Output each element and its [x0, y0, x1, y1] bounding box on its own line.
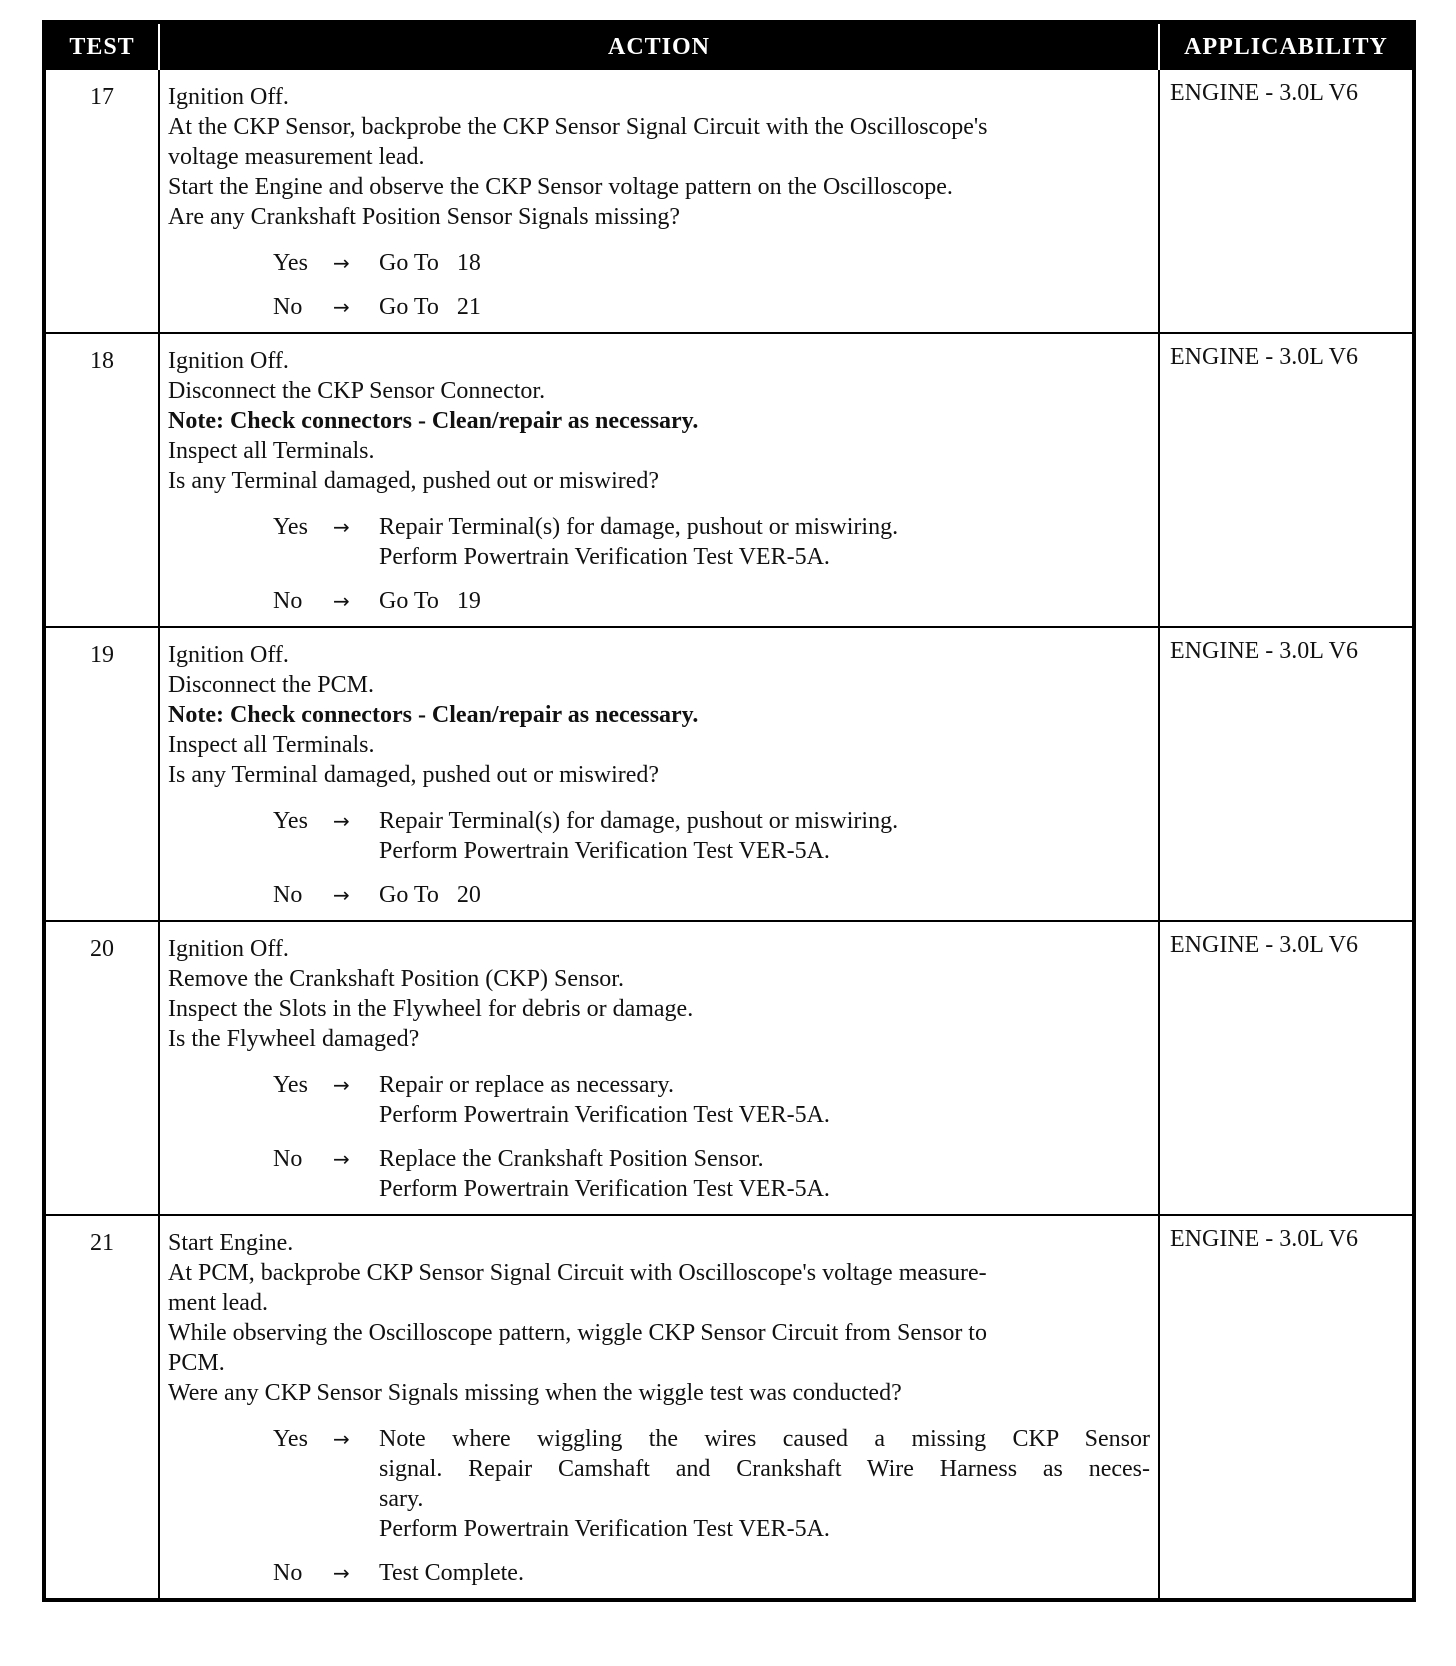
answer-text [379, 806, 1150, 866]
answer-line: Test Complete. [379, 1560, 524, 1586]
yes-answer [168, 248, 1150, 278]
answer-line: Perform Powertrain Verification Test VER-5A. [379, 1516, 830, 1542]
action-line: Is any Terminal damaged, pushed out or miswired? [168, 468, 660, 494]
answer-line: Perform Powertrain Verification Test VER-5A. [379, 1176, 830, 1202]
no-answer [168, 880, 1150, 910]
answer-line: Note where wiggling the wires caused a missing CKP Sensor [379, 1426, 1150, 1452]
action-line: Ignition Off. [168, 936, 289, 962]
action-line: Disconnect the PCM. [168, 672, 374, 698]
goto-label: Go To [379, 882, 439, 908]
header-applicability: APPLICABILITY [1159, 22, 1414, 69]
action-line: Is any Terminal damaged, pushed out or miswired? [168, 762, 660, 788]
answer-text [379, 880, 1150, 910]
action-note: Note: Check connectors - Clean/repair as necessary. [168, 408, 699, 434]
table-row [44, 69, 1414, 333]
action-line: Inspect all Terminals. [168, 438, 375, 464]
no-answer [168, 292, 1150, 322]
answer-label: No [273, 882, 303, 908]
answer-label: No [273, 1146, 303, 1172]
no-answer [168, 1144, 1150, 1204]
action-line: At the CKP Sensor, backprobe the CKP Sensor Signal Circuit with the Oscilloscope's [168, 114, 988, 140]
goto-test-number: 20 [456, 882, 481, 908]
table-row [44, 333, 1414, 627]
goto-test-number: 18 [456, 250, 481, 276]
right-arrow-icon: → [333, 1561, 350, 1585]
answer-text [379, 512, 1150, 572]
test-number: 19 [44, 627, 159, 921]
answer-line: Repair Terminal(s) for damage, pushout or miswiring. [379, 514, 899, 540]
right-arrow-icon: → [333, 1427, 350, 1451]
action-cell [159, 1215, 1159, 1600]
answer-label: Yes [273, 808, 308, 834]
action-line: Remove the Crankshaft Position (CKP) Sensor. [168, 966, 624, 992]
action-cell [159, 69, 1159, 333]
test-number: 18 [44, 333, 159, 627]
answer-text [379, 248, 1150, 278]
test-number: 17 [44, 69, 159, 333]
no-answer [168, 1558, 1150, 1588]
right-arrow-icon: → [333, 295, 350, 319]
diagnostic-table [42, 20, 1416, 1602]
answers-block [168, 1424, 1150, 1588]
right-arrow-icon: → [333, 589, 350, 613]
answer-text [379, 292, 1150, 322]
answer-line: Perform Powertrain Verification Test VER-5A. [379, 544, 830, 570]
answer-text [379, 586, 1150, 616]
action-line: Start the Engine and observe the CKP Sensor voltage pattern on the Oscilloscope. [168, 174, 953, 200]
action-line: Inspect the Slots in the Flywheel for debris or damage. [168, 996, 694, 1022]
action-line: voltage measurement lead. [168, 144, 425, 170]
applicability-cell: ENGINE - 3.0L V6 [1159, 921, 1414, 1215]
right-arrow-icon: → [333, 883, 350, 907]
table-body [44, 69, 1414, 1600]
header-test: TEST [44, 22, 159, 69]
action-line: Inspect all Terminals. [168, 732, 375, 758]
action-line: While observing the Oscilloscope pattern, wiggle CKP Sensor Circuit from Sensor to [168, 1320, 987, 1346]
answer-label: Yes [273, 1072, 308, 1098]
goto-label: Go To [379, 250, 439, 276]
yes-answer [168, 1424, 1150, 1544]
action-line: Ignition Off. [168, 348, 289, 374]
answer-line: Repair or replace as necessary. [379, 1072, 674, 1098]
table-row [44, 1215, 1414, 1600]
table-row [44, 627, 1414, 921]
goto-test-number: 21 [456, 294, 481, 320]
goto-label: Go To [379, 294, 439, 320]
right-arrow-icon: → [333, 515, 350, 539]
test-number: 21 [44, 1215, 159, 1600]
goto-test-number: 19 [456, 588, 481, 614]
action-cell [159, 333, 1159, 627]
applicability-cell: ENGINE - 3.0L V6 [1159, 627, 1414, 921]
answer-text [379, 1070, 1150, 1130]
right-arrow-icon: → [333, 251, 350, 275]
action-cell [159, 627, 1159, 921]
right-arrow-icon: → [333, 1073, 350, 1097]
goto-label: Go To [379, 588, 439, 614]
answer-label: Yes [273, 514, 308, 540]
answer-label: Yes [273, 1426, 308, 1452]
test-number: 20 [44, 921, 159, 1215]
action-line: Are any Crankshaft Position Sensor Signals missing? [168, 204, 680, 230]
answer-line: Perform Powertrain Verification Test VER-5A. [379, 1102, 830, 1128]
table-row [44, 921, 1414, 1215]
action-line: Is the Flywheel damaged? [168, 1026, 420, 1052]
answers-block [168, 512, 1150, 616]
action-line: ment lead. [168, 1290, 268, 1316]
answer-label: Yes [273, 250, 308, 276]
answer-text [379, 1144, 1150, 1204]
answer-label: No [273, 294, 303, 320]
answers-block [168, 248, 1150, 322]
applicability-cell: ENGINE - 3.0L V6 [1159, 1215, 1414, 1600]
answer-line: Perform Powertrain Verification Test VER-5A. [379, 838, 830, 864]
action-line: Disconnect the CKP Sensor Connector. [168, 378, 546, 404]
action-line: PCM. [168, 1350, 225, 1376]
answer-text [379, 1558, 1150, 1588]
right-arrow-icon: → [333, 1147, 350, 1171]
applicability-cell: ENGINE - 3.0L V6 [1159, 333, 1414, 627]
right-arrow-icon: → [333, 809, 350, 833]
answer-text [379, 1424, 1150, 1544]
answers-block [168, 806, 1150, 910]
action-cell [159, 921, 1159, 1215]
answer-label: No [273, 588, 303, 614]
answer-line: sary. [379, 1486, 424, 1512]
action-line: At PCM, backprobe CKP Sensor Signal Circuit with Oscilloscope's voltage measure- [168, 1260, 987, 1286]
applicability-cell: ENGINE - 3.0L V6 [1159, 69, 1414, 333]
table-header [44, 22, 1414, 69]
action-line: Ignition Off. [168, 84, 289, 110]
header-action: ACTION [159, 22, 1159, 69]
answer-line: signal. Repair Camshaft and Crankshaft Wire Harness as neces- [379, 1456, 1150, 1482]
no-answer [168, 586, 1150, 616]
yes-answer [168, 806, 1150, 866]
answer-line: Replace the Crankshaft Position Sensor. [379, 1146, 764, 1172]
answer-line: Repair Terminal(s) for damage, pushout or miswiring. [379, 808, 899, 834]
answer-label: No [273, 1560, 303, 1586]
diagnostic-page [42, 20, 1416, 1602]
yes-answer [168, 1070, 1150, 1130]
yes-answer [168, 512, 1150, 572]
answers-block [168, 1070, 1150, 1204]
action-line: Were any CKP Sensor Signals missing when the wiggle test was conducted? [168, 1380, 902, 1406]
action-line: Start Engine. [168, 1230, 294, 1256]
action-note: Note: Check connectors - Clean/repair as necessary. [168, 702, 699, 728]
action-line: Ignition Off. [168, 642, 289, 668]
